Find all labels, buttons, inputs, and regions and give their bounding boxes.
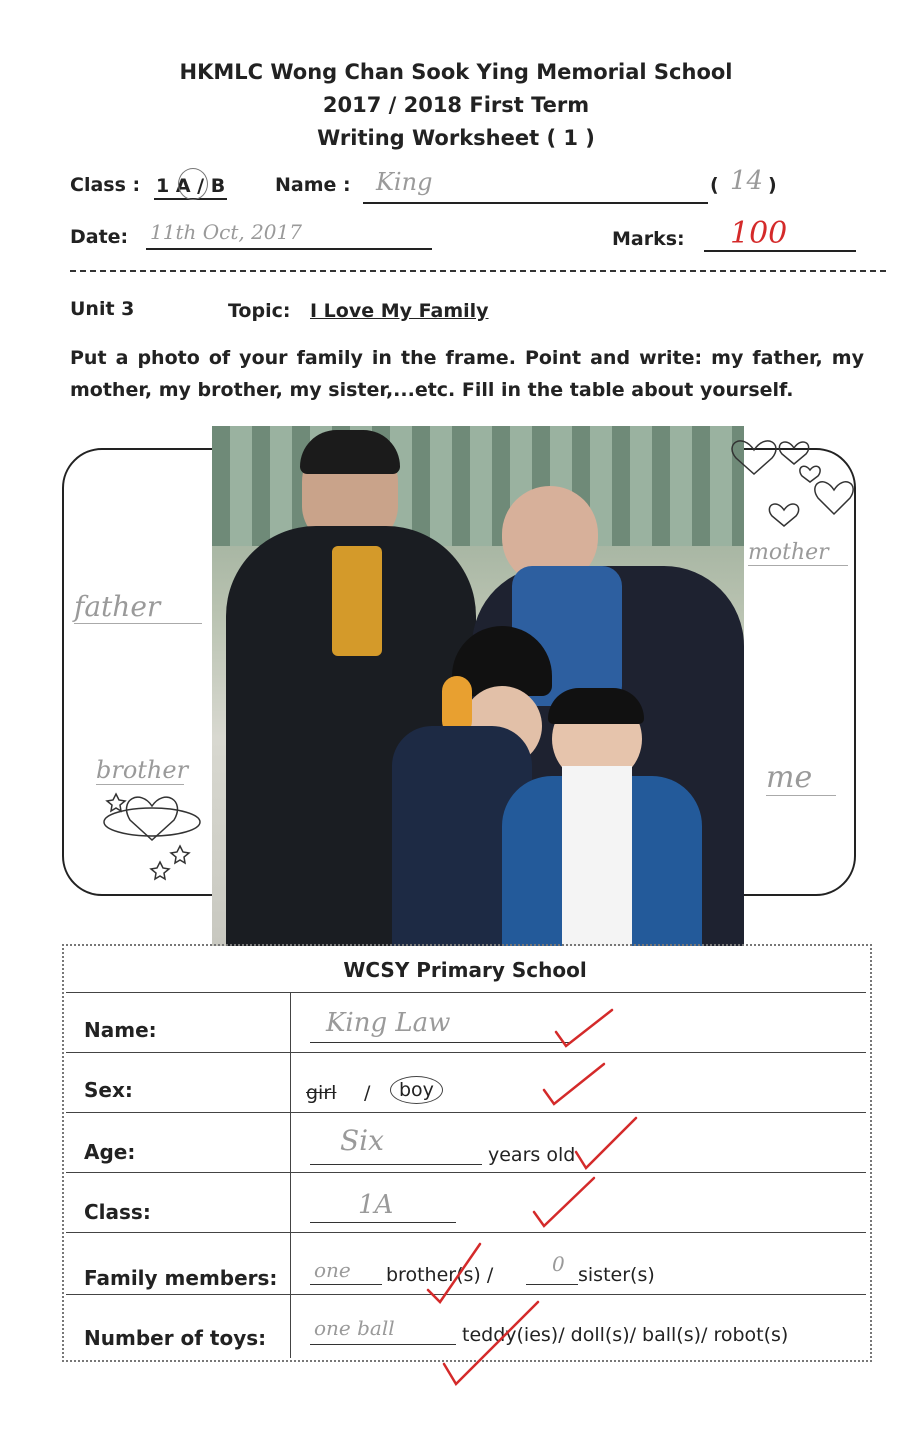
unit-label: Unit 3 <box>70 298 135 320</box>
worksheet-title: Writing Worksheet ( 1 ) <box>317 126 595 150</box>
sex-option-boy: boy <box>390 1076 443 1104</box>
sister-text: sister(s) <box>578 1264 655 1286</box>
age-answer: Six <box>340 1124 384 1157</box>
row-label-age: Age: <box>84 1140 136 1164</box>
name-label: Name : <box>275 174 351 196</box>
row-label-family: Family members: <box>84 1266 278 1290</box>
class-number: 14 <box>730 166 764 196</box>
name-value: King <box>376 168 433 196</box>
term-title: 2017 / 2018 First Term <box>322 93 590 117</box>
marks-label: Marks: <box>612 228 685 250</box>
check-mark-icon <box>556 1010 612 1046</box>
class-label: Class : <box>70 174 141 196</box>
toys-options: teddy(ies)/ doll(s)/ ball(s)/ robot(s) <box>462 1324 789 1346</box>
date-label: Date: <box>70 226 129 248</box>
brother-text: brother(s) / <box>386 1264 494 1286</box>
class-answer: 1A <box>358 1190 394 1220</box>
name-answer: King Law <box>326 1008 451 1038</box>
row-label-class: Class: <box>84 1200 151 1224</box>
check-mark-icon <box>444 1302 538 1384</box>
label-me: me <box>766 760 836 796</box>
sex-separator: / <box>364 1082 371 1104</box>
row-label-name: Name: <box>84 1018 157 1042</box>
table-title: WCSY Primary School <box>343 958 587 982</box>
age-suffix: years old <box>488 1144 576 1166</box>
check-mark-icon <box>576 1118 636 1168</box>
date-value: 11th Oct, 2017 <box>150 220 302 244</box>
label-brother: brother <box>96 756 189 784</box>
instructions: Put a photo of your family in the frame. Point and write: my father, my mother, my brother, my sister,...etc. Fill in the table about yourself. <box>70 347 864 401</box>
sister-count: 0 <box>552 1252 565 1276</box>
check-mark-icon <box>544 1064 604 1104</box>
number-open: ( <box>710 174 719 196</box>
row-label-sex: Sex: <box>84 1078 133 1102</box>
marks-value: 100 <box>730 216 788 251</box>
check-mark-icon <box>428 1244 480 1302</box>
row-label-toys: Number of toys: <box>84 1326 267 1350</box>
school-name: HKMLC Wong Chan Sook Ying Memorial School <box>179 60 733 84</box>
check-mark-icon <box>534 1178 594 1226</box>
topic-value: I Love My Family <box>310 300 489 322</box>
class-options: 1 A / B <box>154 174 227 200</box>
brother-count: one <box>314 1258 351 1282</box>
sex-option-girl: girl <box>306 1082 337 1104</box>
topic-label: Topic: <box>228 300 291 322</box>
label-mother: mother <box>748 540 848 566</box>
label-father: father <box>74 590 202 624</box>
toys-answer: one ball <box>314 1316 395 1340</box>
number-close: ) <box>768 174 777 196</box>
